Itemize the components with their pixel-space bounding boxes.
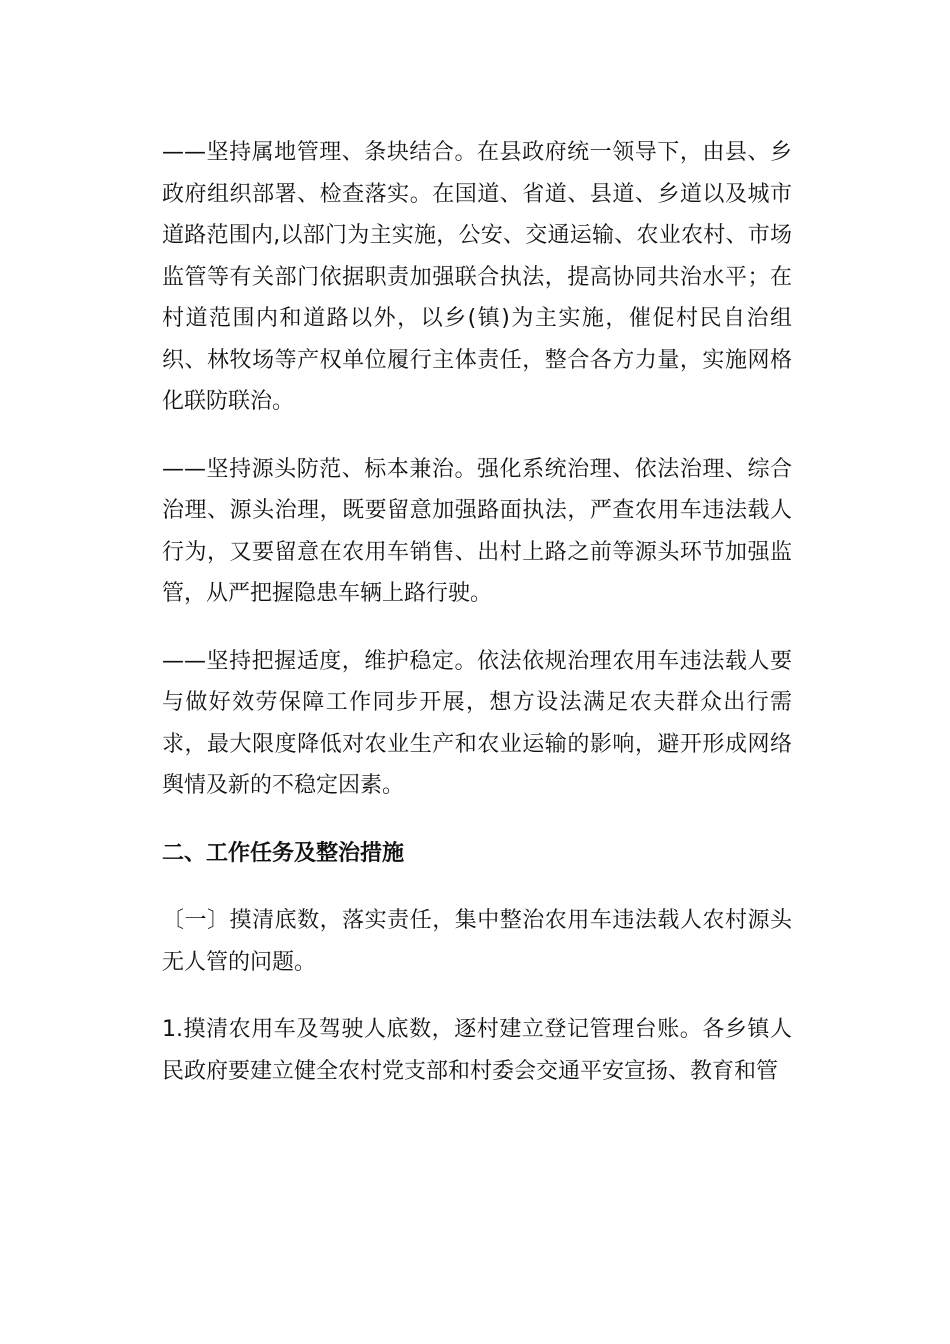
section-heading-tasks: 二、工作任务及整治措施 bbox=[162, 840, 405, 866]
paragraph-principle-stability: ——坚持把握适度，维护稳定。依法依规治理农用车违法载人要与做好效劳保障工作同步开展，想方设法满足农夫群众出行需求，最大限度降低对农业生产和农业运输的影响，避开形成网络舆情及新的不稳定因素。 bbox=[162, 648, 792, 798]
paragraph-item-1: 1.摸清农用车及驾驶人底数，逐村建立登记管理台账。各乡镇人民政府要建立健全农村党支部和村委会交通平安宣扬、教育和管 bbox=[162, 1017, 792, 1084]
paragraph-principle-territorial: ——坚持属地管理、条块结合。在县政府统一领导下，由县、乡政府组织部署、检查落实。在国道、省道、县道、乡道以及城市道路范围内,以部门为主实施，公安、交通运输、农业农村、市场监管等有关部门依据职责加强联合执法，提高协同共治水平；在村道范围内和道路以外，以乡(镇)为主实施，催促村民自治组织、林牧场等产权单位履行主体责任，整合各方力量，实施网格化联防联治。 bbox=[162, 140, 792, 414]
document-body bbox=[162, 132, 792, 1118]
paragraph-subsection-1: 〔一〕摸清底数，落实责任，集中整治农用车违法载人农村源头无人管的问题。 bbox=[162, 908, 792, 975]
paragraph-principle-source-prevention: ——坚持源头防范、标本兼治。强化系统治理、依法治理、综合治理、源头治理，既要留意加强路面执法，严查农用车违法载人行为，又要留意在农用车销售、出村上路之前等源头环节加强监管，从严把握隐患车辆上路行驶。 bbox=[162, 456, 792, 606]
